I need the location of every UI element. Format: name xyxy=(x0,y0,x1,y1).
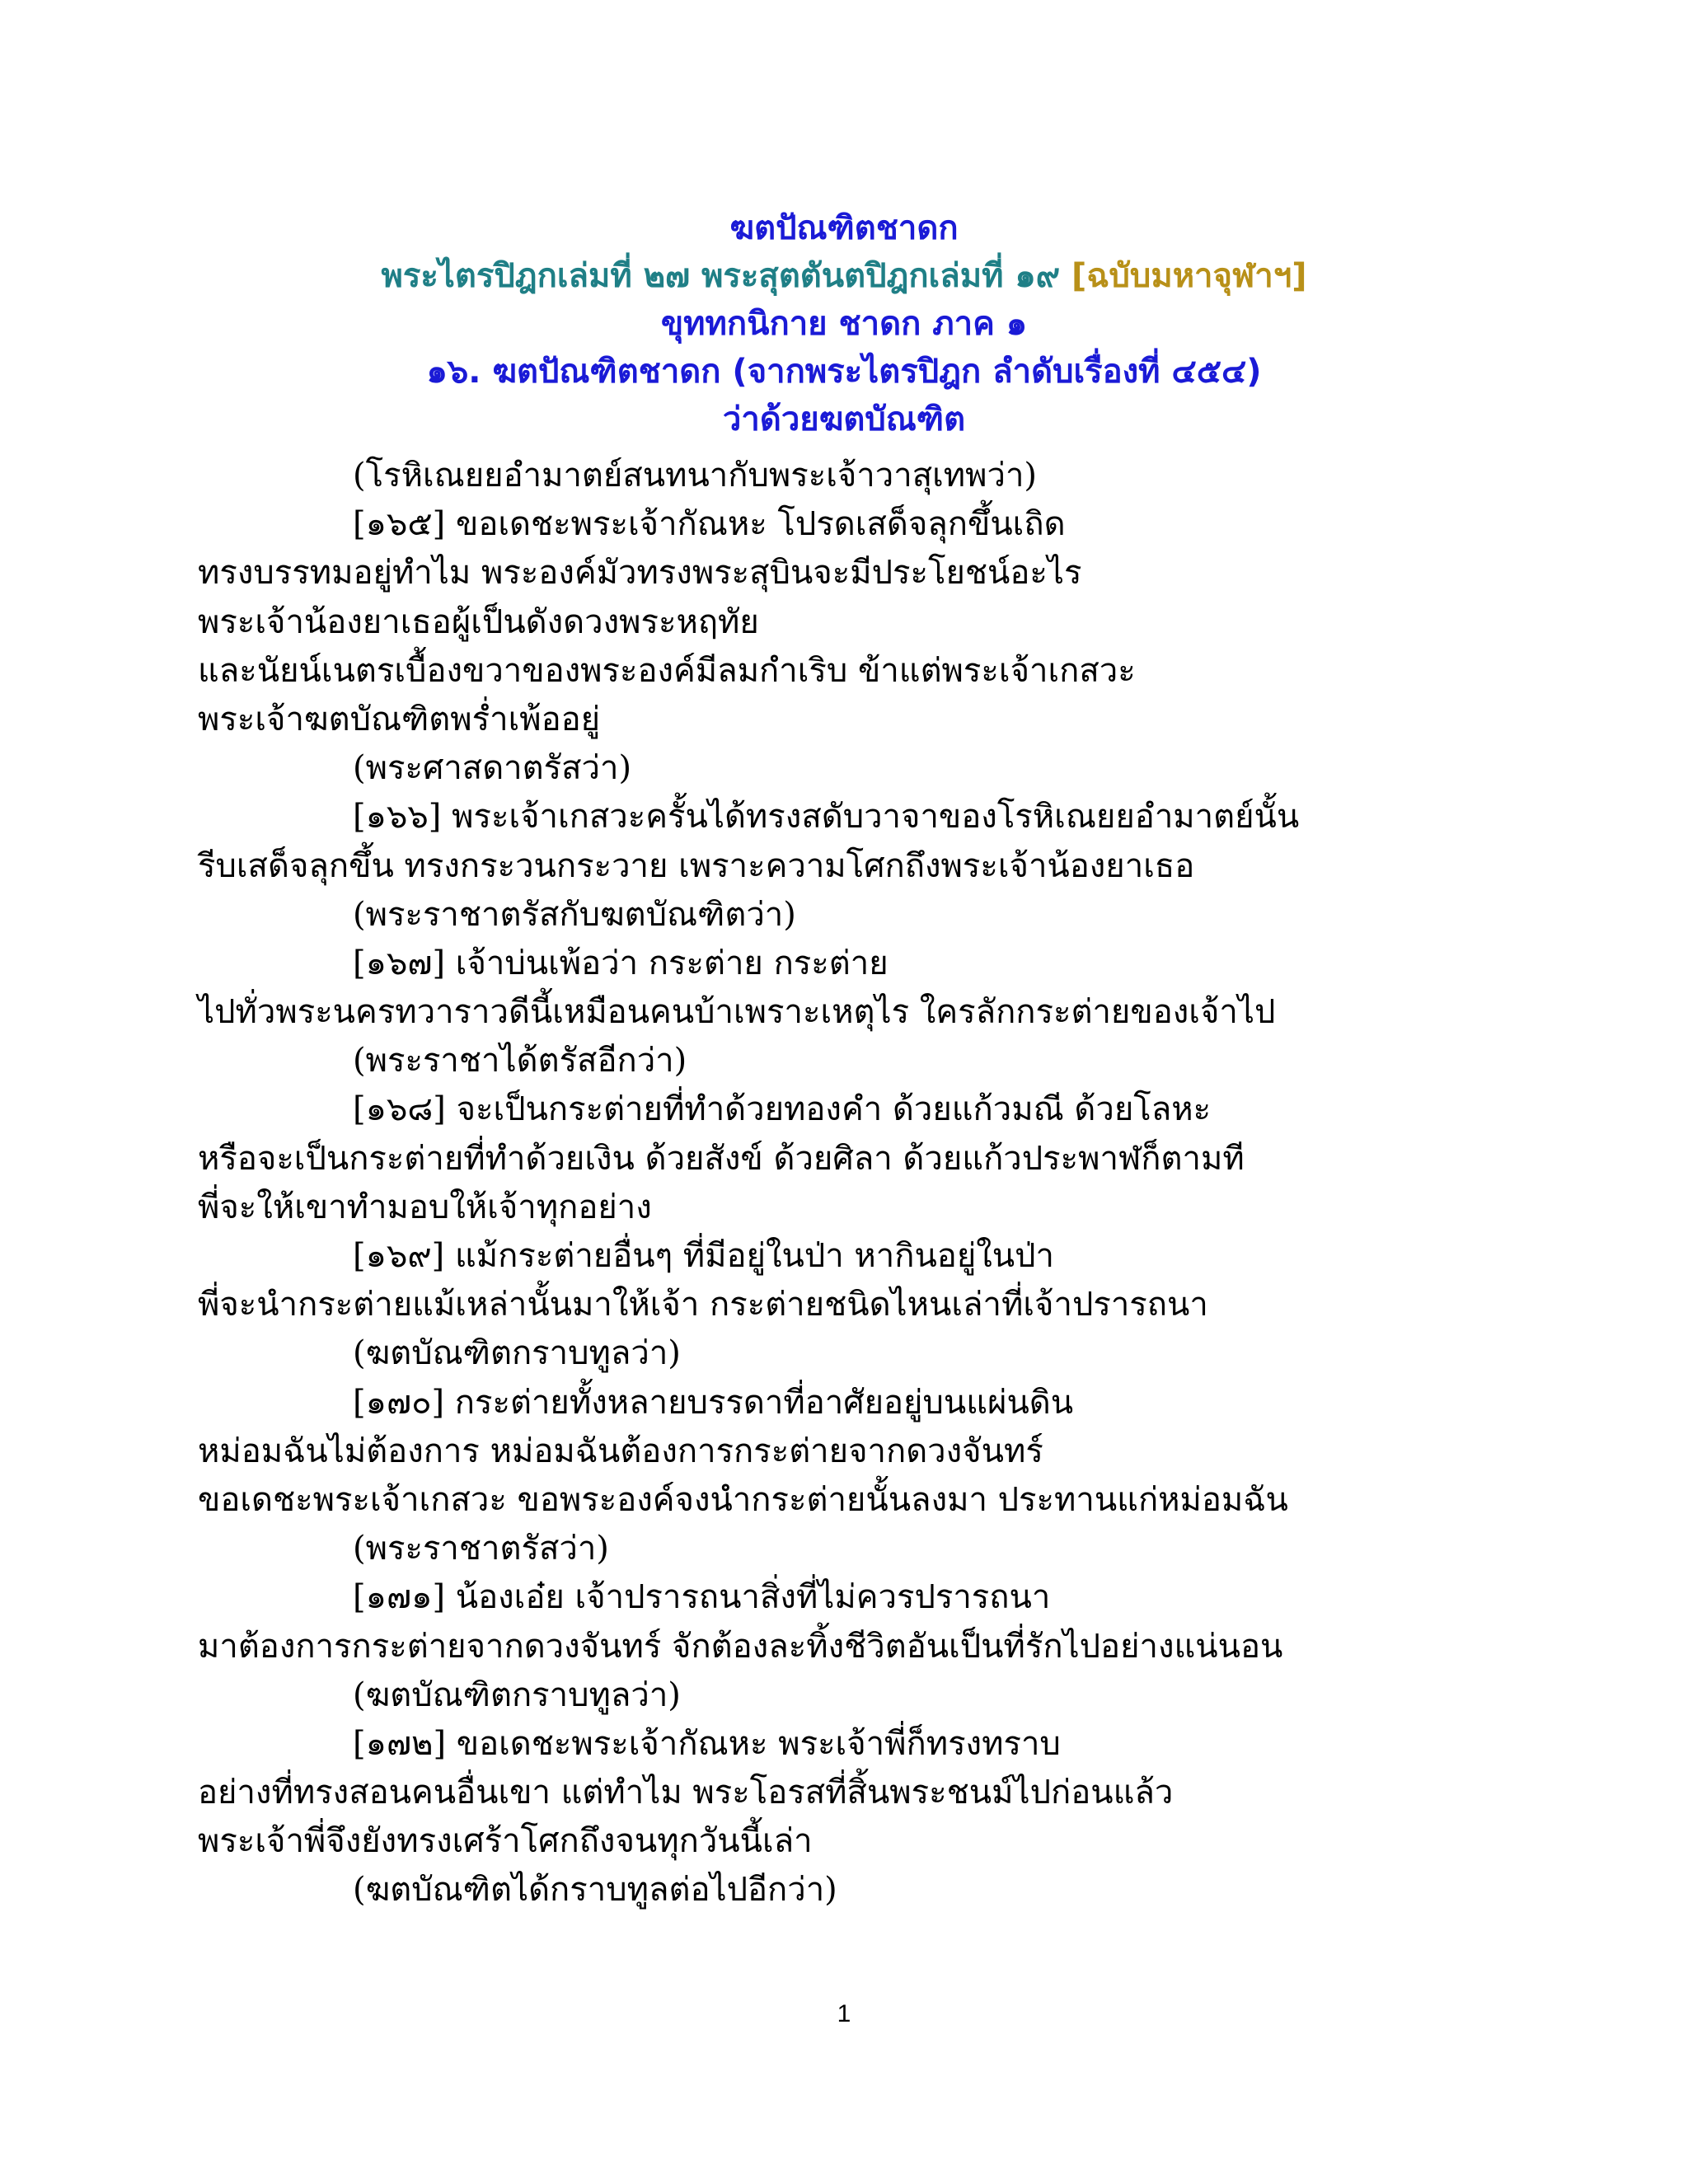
verse-line: พระเจ้าฆตบัณฑิตพร่ำเพ้ออยู่ xyxy=(198,700,601,738)
edition-label: [ฉบับมหาจุฬาฯ] xyxy=(1071,257,1307,295)
tipitaka-volume: พระไตรปิฎกเล่มที่ ๒๗ พระสุตตันตปิฎกเล่มที่ ๑๙ xyxy=(381,257,1072,295)
verse-line: [๑๖๗] เจ้าบ่นเพ้อว่า กระต่าย กระต่าย xyxy=(353,944,889,982)
document-body xyxy=(198,452,1500,1915)
verse-line: พี่จะให้เขาทำมอบให้เจ้าทุกอย่าง xyxy=(198,1188,652,1226)
story-subtitle: ว่าด้วยฆตบัณฑิต xyxy=(722,401,966,438)
verse-line: พระเจ้าน้องยาเธอผู้เป็นดังดวงพระหฤทัย xyxy=(198,602,759,641)
verse-line: ไปทั่วพระนครทวาราวดีนี้เหมือนคนบ้าเพราะเหตุไร ใครลักกระต่ายของเจ้าไป xyxy=(198,993,1276,1032)
speaker-note: (ฆตบัณฑิตกราบทูลว่า) xyxy=(353,1675,681,1714)
verse-line: ทรงบรรทมอยู่ทำไม พระองค์มัวทรงพระสุบินจะมีประโยชน์อะไร xyxy=(198,554,1082,593)
speaker-note: (พระศาสดาตรัสว่า) xyxy=(353,749,632,788)
verse-line: [๑๖๘] จะเป็นกระต่ายที่ทำด้วยทองคำ ด้วยแก้วมณี ด้วยโลหะ xyxy=(353,1090,1212,1129)
section-heading: ขุททกนิกาย ชาดก ภาค ๑ xyxy=(660,305,1028,343)
tipitaka-volume-line xyxy=(0,252,1688,300)
verse-line: [๑๖๙] แม้กระต่ายอื่นๆ ที่มีอยู่ในป่า หากินอยู่ในป่า xyxy=(353,1237,1054,1275)
verse-line: [๑๖๖] พระเจ้าเกสวะครั้นได้ทรงสดับวาจาของโรหิเณยยอำมาตย์นั้น xyxy=(353,798,1300,837)
verse-line: รีบเสด็จลุกขึ้น ทรงกระวนกระวาย เพราะความโศกถึงพระเจ้าน้องยาเธอ xyxy=(198,846,1195,885)
verse-line: พระเจ้าพี่จึงยังทรงเศร้าโศกถึงจนทุกวันนี้เล่า xyxy=(198,1822,813,1861)
verse-line: ขอเดชะพระเจ้าเกสวะ ขอพระองค์จงนำกระต่ายนั้นลงมา ประทานแก่หม่อมฉัน xyxy=(198,1480,1288,1519)
speaker-note: (พระราชาตรัสกับฆตบัณฑิตว่า) xyxy=(353,895,796,934)
page-number: 1 xyxy=(837,2000,851,2027)
speaker-note: (พระราชาได้ตรัสอีกว่า) xyxy=(353,1042,687,1080)
verse-line: [๑๖๕] ขอเดชะพระเจ้ากัณหะ โปรดเสด็จลุกขึ้นเถิด xyxy=(353,505,1066,544)
verse-line: พี่จะนำกระต่ายแม้เหล่านั้นมาให้เจ้า กระต่ายชนิดไหนเล่าที่เจ้าปรารถนา xyxy=(198,1286,1208,1324)
speaker-note: (ฆตบัณฑิตกราบทูลว่า) xyxy=(353,1334,681,1373)
verse-line: หรือจะเป็นกระต่ายที่ทำด้วยเงิน ด้วยสังข์ ด้วยศิลา ด้วยแก้วประพาฬก็ตามที xyxy=(198,1139,1245,1178)
verse-line: [๑๗๐] กระต่ายทั้งหลายบรรดาที่อาศัยอยู่บนแผ่นดิน xyxy=(353,1383,1074,1422)
document-heading xyxy=(0,204,1688,443)
verse-line: มาต้องการกระต่ายจากดวงจันทร์ จักต้องละทิ้งชีวิตอันเป็นที่รักไปอย่างแน่นอน xyxy=(198,1627,1283,1666)
speaker-note: (ฆตบัณฑิตได้กราบทูลต่อไปอีกว่า) xyxy=(353,1871,837,1910)
jataka-title: ฆตปัณฑิตชาดก xyxy=(729,209,959,247)
speaker-note: (พระราชาตรัสว่า) xyxy=(353,1530,609,1568)
verse-line: [๑๗๒] ขอเดชะพระเจ้ากัณหะ พระเจ้าพี่ก็ทรงทราบ xyxy=(353,1724,1061,1763)
verse-line: อย่างที่ทรงสอนคนอื่นเขา แต่ทำไม พระโอรสที่สิ้นพระชนม์ไปก่อนแล้ว xyxy=(198,1774,1174,1812)
verse-line: หม่อมฉันไม่ต้องการ หม่อมฉันต้องการกระต่ายจากดวงจันทร์ xyxy=(198,1432,1043,1470)
verse-line: [๑๗๑] น้องเอ๋ย เจ้าปรารถนาสิ่งที่ไม่ควรปรารถนา xyxy=(353,1578,1051,1617)
speaker-note: (โรหิเณยยอำมาตย์สนทนากับพระเจ้าวาสุเทพว่า) xyxy=(353,457,1038,494)
story-heading: ๑๖. ฆตปัณฑิตชาดก (จากพระไตรปิฎก ลำดับเรื่องที่ ๔๕๔) xyxy=(426,353,1262,391)
verse-line: และนัยน์เนตรเบื้องขวาของพระองค์มีลมกำเริบ ข้าแต่พระเจ้าเกสวะ xyxy=(198,651,1136,690)
